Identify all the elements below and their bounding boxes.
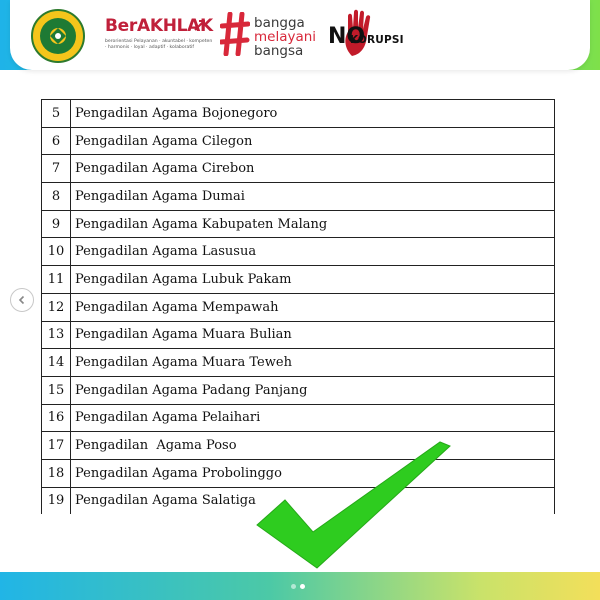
carousel-prev-button[interactable] — [10, 288, 34, 312]
table-row — [42, 266, 555, 294]
court-name: Pengadilan Agama Lubuk Pakam — [71, 266, 555, 294]
table-row — [42, 404, 555, 432]
table-row — [42, 183, 555, 211]
table-row — [42, 210, 555, 238]
header-logo-strip — [10, 0, 590, 70]
no-korupsi-logo — [322, 8, 404, 58]
court-name: Pengadilan Agama Bojonegoro — [71, 100, 555, 128]
table-row — [42, 100, 555, 128]
table-row — [42, 293, 555, 321]
court-name: Pengadilan Agama Kabupaten Malang — [71, 210, 555, 238]
carousel-dot-1[interactable] — [291, 584, 296, 589]
row-number: 10 — [42, 238, 71, 266]
row-number: 5 — [42, 100, 71, 128]
court-name: Pengadilan Agama Salatiga — [71, 487, 555, 514]
bangga-line2: melayani — [254, 29, 317, 45]
court-name: Pengadilan Agama Padang Panjang — [71, 376, 555, 404]
court-name: Pengadilan Agama Poso — [71, 432, 555, 460]
arrow-icon — [193, 18, 207, 32]
court-name: Pengadilan Agama Cilegon — [71, 127, 555, 155]
row-number: 16 — [42, 404, 71, 432]
hashtag-icon — [220, 12, 250, 56]
bangga-melayani-bangsa-logo — [220, 10, 320, 60]
row-number: 15 — [42, 376, 71, 404]
table-row — [42, 155, 555, 183]
table-row — [42, 127, 555, 155]
row-number: 6 — [42, 127, 71, 155]
table-row — [42, 349, 555, 377]
table-row — [42, 376, 555, 404]
bangga-line1: bangga — [254, 15, 305, 31]
row-number: 8 — [42, 183, 71, 211]
berakhlak-logo — [105, 12, 215, 60]
row-number: 19 — [42, 487, 71, 514]
berakhlak-tagline: berorientasi Pelayanan · akuntabel · kompeten · harmonis · loyal · adaptif · kolaboratif — [105, 39, 213, 50]
court-name: Pengadilan Agama Pelaihari — [71, 404, 555, 432]
chevron-left-icon — [17, 295, 27, 305]
row-number: 11 — [42, 266, 71, 294]
row-number: 18 — [42, 459, 71, 487]
row-number: 13 — [42, 321, 71, 349]
row-number: 9 — [42, 210, 71, 238]
court-name: Pengadilan Agama Mempawah — [71, 293, 555, 321]
court-name: Pengadilan Agama Muara Bulian — [71, 321, 555, 349]
court-name: Pengadilan Agama Cirebon — [71, 155, 555, 183]
table-row — [42, 321, 555, 349]
row-number: 12 — [42, 293, 71, 321]
row-number: 14 — [42, 349, 71, 377]
carousel-dot-2[interactable] — [300, 584, 305, 589]
header-banner — [0, 0, 600, 70]
court-name: Pengadilan Agama Muara Teweh — [71, 349, 555, 377]
row-number: 7 — [42, 155, 71, 183]
court-name: Pengadilan Agama Probolinggo — [71, 459, 555, 487]
berakhlak-title: BerAKHLAK — [105, 16, 213, 36]
checkmark-icon — [255, 440, 455, 570]
table-row — [42, 238, 555, 266]
row-number: 17 — [42, 432, 71, 460]
bangga-line3: bangsa — [254, 43, 304, 59]
court-name: Pengadilan Agama Dumai — [71, 183, 555, 211]
korupsi-no: NO — [328, 24, 366, 49]
carousel-indicator — [291, 584, 305, 589]
korupsi-text: KORUPSI — [350, 34, 404, 46]
court-name: Pengadilan Agama Lasusua — [71, 238, 555, 266]
mahkamah-agung-logo — [30, 8, 86, 64]
